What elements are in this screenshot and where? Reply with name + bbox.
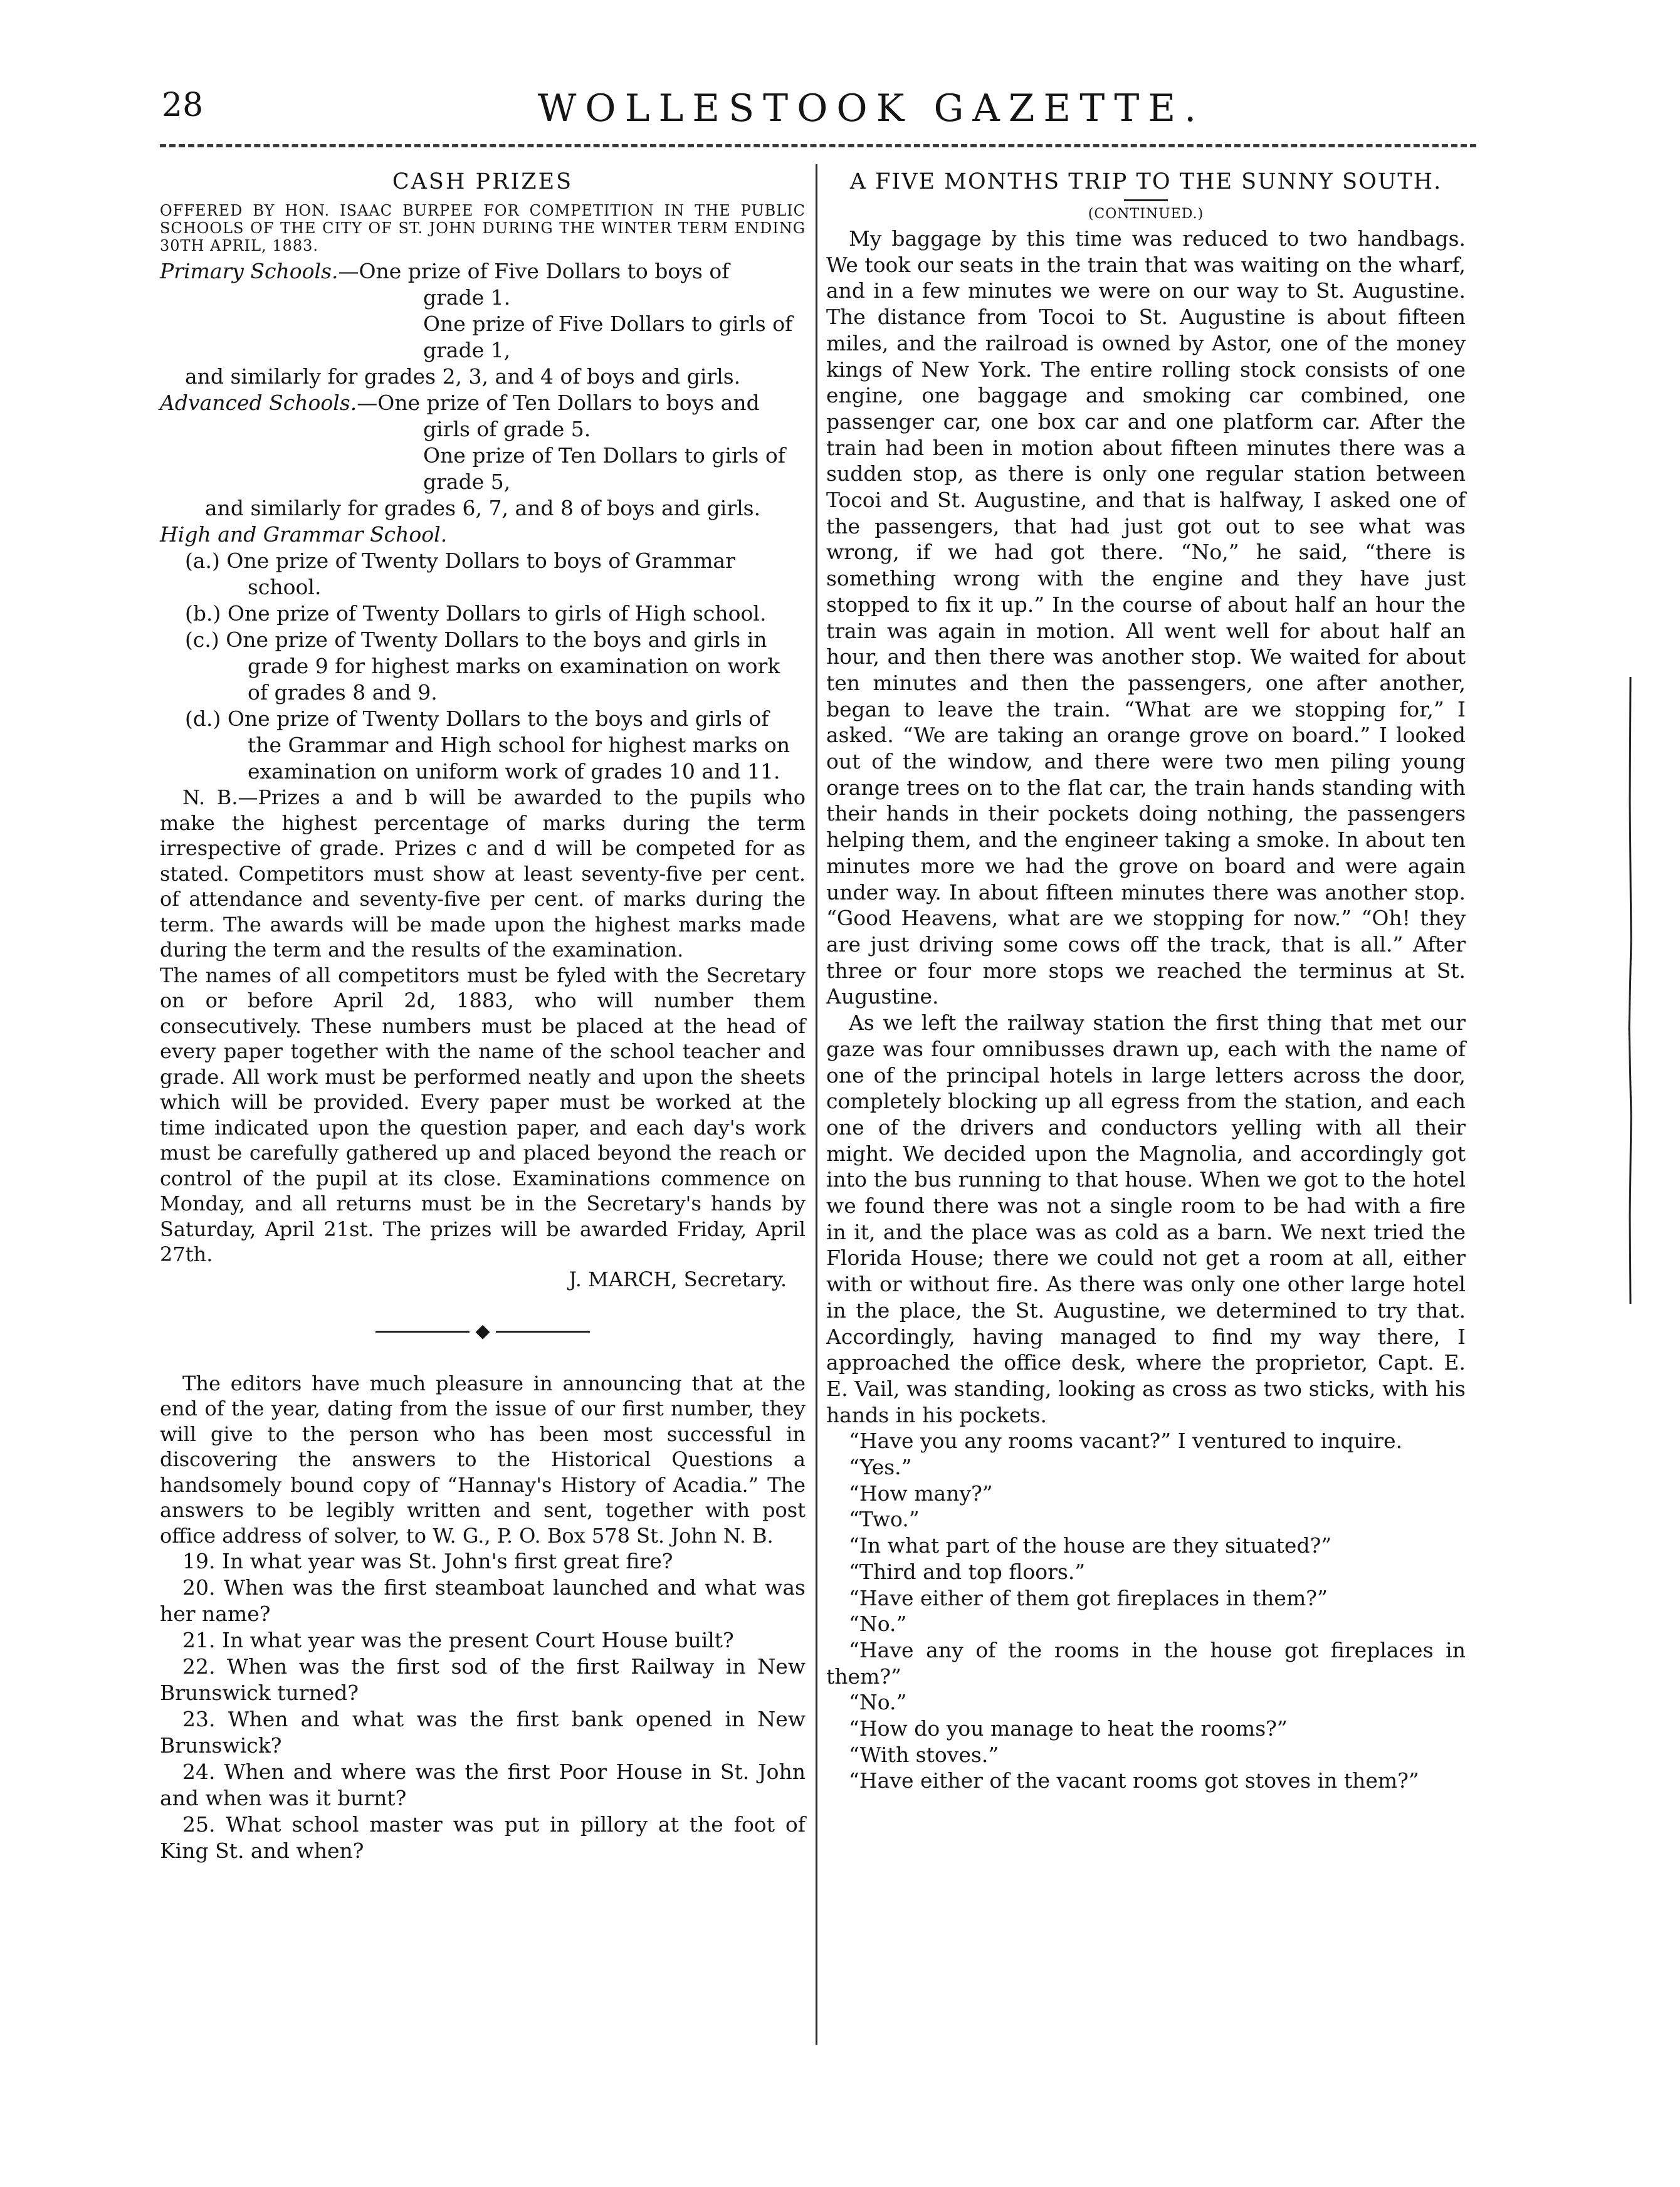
section-ornament: ◆ [160,1320,806,1342]
dialog-line: “Have either of them got fireplaces in them?” [849,1585,1328,1610]
dialog-line: “No.” [849,1612,907,1637]
primary-prize-1-text: —One prize of Five Dollars to boys of [338,259,730,283]
question-item: 21. In what year was the present Court House built? [182,1628,734,1652]
story-paragraph-2: As we left the railway station the first thing that met our gaze was four omnibusses drawn up, each with the name of one of the principal hotels in large letters across the door, completely blocking up all egress from the station, and each one of the drivers and conductors yelling with all their might. We decided upon the Magnolia, and accordingly got into the bus running to that house. When we got to the hotel we found there was not a single room to be had with a fire in it, and the place was as cold as a barn. We next tried the Florida House; there we could not get a room at all, either with or without fire. As there was only one other large hotel in the place, the St. Augustine, we determined to try that. Accordingly, having managed to find my way there, I approached the office desk, where the proprietor, Capt. E. E. Vail, was standing, looking as cross as two sticks, with his hands in his pockets. [826,1010,1466,1427]
prize-d: (d.) One prize of Twenty Dollars to the boys and girls of the Grammar and High school for highest marks on examination on uniform work of grades 10 and 11. [185,706,790,784]
dialog-line: “How do you manage to heat the rooms?” [849,1716,1288,1741]
primary-prize-1-grade: grade 1. [423,285,511,310]
advanced-prize-2: One prize of Ten Dollars to girls of [423,443,785,468]
nota-bene-1: N. B.—Prizes a and b will be awarded to the pupils who make the highest percentage of marks during the term irrespective of grade. Prizes c and d will be competed for as stated. Competitors must show at least seventy-five per cent. of attendance and seventy-five per cent. of marks during the term. The awards will be made upon the highest marks made during the term and the results of the examination. [160,785,806,962]
prize-a: (a.) One prize of Twenty Dollars to boys of Grammar school. [185,548,735,599]
dialog-line: “Have any of the rooms in the house got fireplaces in them?” [826,1637,1466,1689]
page-edge-mark [1627,677,1634,1304]
primary-prize-2-grade: grade 1, [423,338,511,362]
high-grammar-label [160,522,806,548]
dialog-line: “Have you any rooms vacant?” I ventured to inquire. [849,1429,1403,1454]
dialog-line: “Two.” [849,1507,920,1532]
story-paragraph-1: My baggage by this time was reduced to two handbags. We took our seats in the train that was waiting on the wharf, and in a few minutes we were on our way to St. Augustine. The distance from Tocoi to St. Augustine is about fifteen miles, and the railroad is owned by Astor, one of the money kings of New York. The entire rolling stock consists of one engine, one baggage and smoking car combined, one passenger car, one box car and one platform car. After the train had been in motion about fifteen minutes there was a sudden stop, as there is only one regular station between Tocoi and St. Augustine, and that is halfway, I asked one of the passengers, that had just got out to see what was wrong, if we had got there. “No,” he said, “there is something wrong with the engine and they have just stopped to fix it up.” In the course of about half an hour the train was again in motion. All went well for about half an hour, and then there was another stop. We waited for about ten minutes and then the passengers, one after another, began to leave the train. “What are we stopping for,” I asked. “We are taking an orange grove on board.” I looked out of the window, and there were two men piling young orange trees on to the flat car, the train hands standing with their hands in their pockets doing nothing, the passengers helping them, and the engineer taking a smoke. In about ten minutes more we had the grove on board and were again under way. In about fifteen minutes there was another stop. “Good Heavens, what are we stopping for now.” “Oh! they are just driving some cows off the track, that is all.” After three or four more stops we reached the terminus at St. Augustine. [826,226,1466,1009]
prize-b: (b.) One prize of Twenty Dollars to girls of High school. [185,601,767,626]
question-item: 24. When and where was the first Poor House in St. John and when was it burnt? [160,1760,806,1810]
advanced-prize-1-grade: girls of grade 5. [423,417,591,441]
advanced-prize-1 [160,390,806,416]
question-item: 20. When was the first steamboat launched and what was her name? [160,1575,806,1626]
prize-c: (c.) One prize of Twenty Dollars to the boys and girls in grade 9 for highest marks on examination on work of grades 8 and 9. [185,627,780,705]
page-number: 28 [162,87,204,124]
dialog-line: “Have either of the vacant rooms got stoves in them?” [849,1768,1419,1793]
dialog-line: “With stoves.” [849,1742,999,1767]
historical-questions [160,1548,806,1864]
high-grammar-label-text: High and Grammar School. [160,522,448,547]
dialog-line: “In what part of the house are they situated?” [849,1533,1332,1558]
continued-label: (CONTINUED.) [1088,206,1204,222]
cash-prizes-deck: OFFERED BY HON. ISAAC BURPEE FOR COMPETITION IN THE PUBLIC SCHOOLS OF THE CITY OF ST. JOHN DURING THE WINTER TERM ENDING 30TH APRIL, 1883. [160,202,806,254]
top-rule [160,144,1476,147]
advanced-prize-3: and similarly for grades 6, 7, and 8 of boys and girls. [204,496,761,520]
advanced-prize-2-grade: grade 5, [423,469,511,494]
right-column [826,164,1466,1794]
headline-dash [1124,199,1168,201]
question-item: 23. When and what was the first bank opened in New Brunswick? [160,1707,806,1758]
question-item: 25. What school master was put in pillory at the foot of King St. and when? [160,1812,806,1863]
primary-prize-2: One prize of Five Dollars to girls of [423,312,793,336]
dialog-line: “How many?” [849,1481,993,1506]
dialog-line: “Yes.” [849,1455,912,1480]
trip-headline: A FIVE MONTHS TRIP TO THE SUNNY SOUTH. [849,169,1442,194]
primary-schools-label: Primary Schools. [160,259,339,283]
column-divider [816,164,817,2045]
question-item: 22. When was the first sod of the first Railway in New Brunswick turned? [160,1654,806,1705]
masthead: WOLLESTOOK GAZETTE. [537,87,1205,130]
cash-prizes-headline: CASH PRIZES [392,169,574,194]
left-column [160,164,806,1864]
primary-prize-3: and similarly for grades 2, 3, and 4 of boys and girls. [185,364,741,389]
dialog-block [826,1428,1466,1794]
editors-note: The editors have much pleasure in announcing that at the end of the year, dating from the issue of our first number, they will give to the person who has been most successful in discovering the answers to the Historical Questions a handsomely bound copy of “Hannay's History of Acadia.” The answers to be legibly written and sent, together with post office address of solver, to W. G., P. O. Box 578 St. John N. B. [160,1371,806,1548]
advanced-prize-1-text: —One prize of Ten Dollars to boys and [357,391,760,415]
secretary-signature: J. MARCH, Secretary. [569,1267,787,1291]
dialog-line: “Third and top floors.” [849,1559,1086,1584]
nota-bene-2: The names of all competitors must be fyled with the Secretary on or before April 2d, 1883, who will number them consecutively. These numbers must be placed at the head of every paper together with the name of the school teacher and grade. All work must be performed neatly and upon the sheets which will be provided. Every paper must be worked at the time indicated upon the question paper, and each day's work must be carefully gathered up and placed beyond the reach or control of the pupil at its close. Examinations commence on Monday, and all returns must be in the Secretary's hands by Saturday, April 21st. The prizes will be awarded Friday, April 27th. [160,963,806,1266]
question-item: 19. In what year was St. John's first great fire? [182,1549,673,1573]
primary-prize-1 [160,258,806,285]
advanced-schools-label: Advanced Schools. [160,391,357,415]
dialog-line: “No.” [849,1690,907,1715]
